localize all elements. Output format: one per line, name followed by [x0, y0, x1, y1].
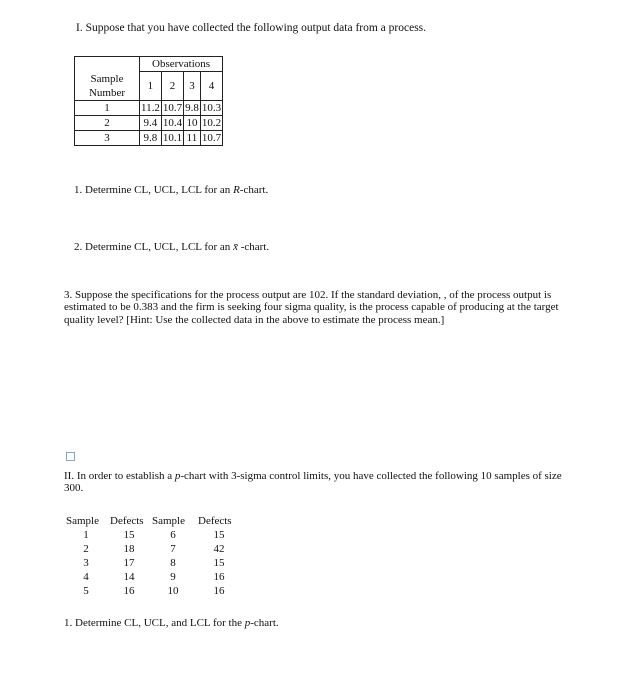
question-process-capability: 3. Suppose the specifications for the process output are 102. If the standard deviation, , of the process output is estimated to be 0.383 and the firm is seeking four sigma quality, is the process capable of producing at the target quality level? [Hint: Use the collected data in the above to estimate the process mean.]	[64, 289, 559, 326]
cell-value: 1	[83, 529, 89, 541]
sample-number: 2	[75, 115, 140, 130]
observations-table	[74, 56, 223, 146]
table-row	[64, 542, 242, 556]
cell-value: 5	[83, 585, 89, 597]
cell-value: 17	[123, 557, 135, 569]
cell-value: 10.2	[201, 116, 222, 129]
cell-value: 3	[83, 557, 89, 569]
sample-number: 1	[75, 100, 140, 115]
obs-header-3: 3	[184, 72, 201, 101]
q2-prefix: 2. Determine CL, UCL, LCL for an	[74, 241, 234, 253]
p2q1-prefix: 1. Determine CL, UCL, and LCL for the	[64, 617, 245, 629]
cell-value: 15	[123, 529, 135, 541]
column-header: Defects	[198, 515, 232, 527]
column-header: Sample	[66, 515, 99, 527]
checkbox-icon[interactable]	[66, 452, 75, 461]
cell-value: 11	[184, 130, 201, 145]
p2q1-suffix: -chart.	[250, 617, 279, 629]
obs-header-2: 2	[161, 72, 183, 101]
cell-value: 9.8	[185, 101, 199, 114]
cell-value: 10.4	[162, 116, 183, 129]
cell-value: 2	[83, 543, 89, 555]
cell-value: 6	[170, 529, 176, 541]
cell-value: 16	[213, 571, 225, 583]
cell-value: 42	[213, 543, 225, 555]
table-corner	[75, 57, 140, 72]
cell-value: 4	[83, 571, 89, 583]
table-row	[75, 115, 223, 130]
cell-value: 18	[123, 543, 135, 555]
obs-header-1: 1	[140, 72, 162, 101]
cell-value: 8	[170, 557, 176, 569]
cell-value: 10.7	[162, 101, 183, 114]
sample-number-header	[75, 72, 140, 101]
table-row	[64, 528, 242, 542]
cell-value: 10.1	[162, 131, 183, 144]
p2q1-variable: p	[244, 617, 251, 629]
q2-suffix: -chart.	[237, 241, 270, 253]
cell-value: 15	[213, 557, 225, 569]
cell-value: 9	[170, 571, 176, 583]
table-row	[64, 584, 242, 598]
cell-value: 9.4	[140, 115, 162, 130]
table-row	[64, 556, 242, 570]
column-header: Defects	[110, 515, 144, 527]
q1-prefix: 1. Determine CL, UCL, LCL for an	[74, 184, 234, 196]
observations-header: Observations	[140, 57, 223, 72]
sample-label-line2: Number	[88, 86, 126, 99]
cell-value: 7	[170, 543, 176, 555]
column-header: Sample	[152, 515, 185, 527]
table-row	[75, 130, 223, 145]
cell-value: 14	[123, 571, 135, 583]
cell-value: 10.3	[201, 101, 222, 114]
q1-variable: R	[233, 184, 240, 196]
question-p-chart	[64, 617, 279, 629]
cell-value: 16	[213, 585, 225, 597]
question-x-bar-chart	[74, 241, 269, 253]
cell-value: 11.2	[141, 101, 160, 114]
q1-suffix: -chart.	[239, 184, 269, 196]
cell-value: 16	[123, 585, 135, 597]
part1-heading: I. Suppose that you have collected the following output data from a process.	[76, 22, 427, 34]
cell-value: 10.7	[201, 131, 222, 144]
question-r-chart	[74, 184, 268, 196]
p2-prefix: II. In order to establish a	[64, 470, 175, 482]
sample-label-line1: Sample	[90, 72, 124, 85]
sample-number: 3	[75, 130, 140, 145]
defects-table	[64, 514, 242, 598]
obs-header-4: 4	[200, 72, 222, 101]
table-row	[75, 100, 223, 115]
cell-value: 10	[167, 585, 179, 597]
p2-suffix: -chart with 3-sigma control limits, you have collected the following 10 samples of size 300.	[64, 470, 562, 495]
table-row	[64, 570, 242, 584]
cell-value: 15	[213, 529, 225, 541]
cell-value: 10	[184, 115, 201, 130]
p2-variable: p	[174, 470, 181, 482]
part2-intro	[64, 470, 574, 495]
x-bar-symbol: x̄	[233, 241, 238, 253]
cell-value: 9.8	[140, 130, 162, 145]
